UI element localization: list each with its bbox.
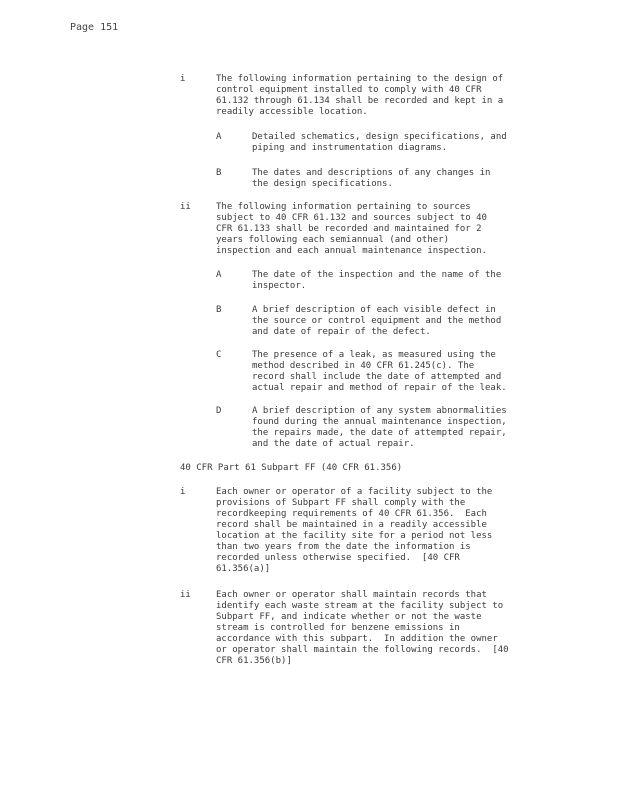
item-marker: ii bbox=[180, 202, 191, 212]
paragraph bbox=[252, 305, 501, 338]
paragraph bbox=[252, 350, 507, 394]
paragraph-line: provisions of Subpart FF shall comply with the bbox=[216, 498, 466, 508]
paragraph-line: CFR 61.356(b)] bbox=[216, 656, 292, 666]
paragraph bbox=[252, 168, 490, 190]
paragraph-line: record shall be maintained in a readily accessible bbox=[216, 520, 487, 530]
paragraph-line: control equipment installed to comply with 40 CFR bbox=[216, 85, 482, 95]
paragraph-line: inspector. bbox=[252, 281, 307, 291]
section-heading bbox=[180, 463, 402, 474]
paragraph-line: the repairs made, the date of attempted repair, bbox=[252, 428, 507, 438]
paragraph-line: the source or control equipment and the method bbox=[252, 316, 502, 326]
paragraph-line: readily accessible location. bbox=[216, 107, 368, 117]
paragraph bbox=[216, 590, 509, 667]
item-marker: B bbox=[216, 305, 222, 315]
paragraph bbox=[252, 406, 507, 450]
paragraph-line: 61.132 through 61.134 shall be recorded and kept in a bbox=[216, 96, 504, 106]
paragraph-line: years following each semiannual (and other) bbox=[216, 235, 449, 245]
paragraph-line: piping and instrumentation diagrams. bbox=[252, 143, 448, 153]
paragraph-line: than two years from the date the information is bbox=[216, 542, 471, 552]
item-marker: B bbox=[216, 168, 222, 178]
paragraph-line: and the date of actual repair. bbox=[252, 439, 415, 449]
paragraph bbox=[252, 270, 501, 292]
paragraph-line: found during the annual maintenance inspection, bbox=[252, 417, 507, 427]
paragraph-line: The following information pertaining to sources bbox=[216, 202, 471, 212]
paragraph-line: stream is controlled for benzene emissions in bbox=[216, 623, 460, 633]
paragraph-line: recordkeeping requirements of 40 CFR 61.356. Each bbox=[216, 509, 487, 519]
item-marker: i bbox=[180, 487, 186, 497]
item-marker: A bbox=[216, 132, 222, 142]
paragraph-line: accordance with this subpart. In addition the owner bbox=[216, 634, 498, 644]
item-marker: i bbox=[180, 74, 186, 84]
paragraph-line: A brief description of each visible defect in bbox=[252, 305, 496, 315]
page-number: Page 151 bbox=[70, 22, 119, 33]
paragraph bbox=[216, 487, 492, 575]
paragraph-line: CFR 61.133 shall be recorded and maintained for 2 bbox=[216, 224, 482, 234]
paragraph-line: The date of the inspection and the name of the bbox=[252, 270, 502, 280]
paragraph-line: method described in 40 CFR 61.245(c). The bbox=[252, 361, 475, 371]
item-marker: ii bbox=[180, 590, 191, 600]
paragraph-line: and date of repair of the defect. bbox=[252, 327, 431, 337]
paragraph-line: Each owner or operator shall maintain records that bbox=[216, 590, 487, 600]
paragraph-line: the design specifications. bbox=[252, 179, 393, 189]
paragraph-line: subject to 40 CFR 61.132 and sources subject to 40 bbox=[216, 213, 487, 223]
paragraph-line: inspection and each annual maintenance inspection. bbox=[216, 246, 487, 256]
paragraph-line: recorded unless otherwise specified. [40 CFR bbox=[216, 553, 460, 563]
paragraph-line: The dates and descriptions of any changes in bbox=[252, 168, 491, 178]
paragraph bbox=[252, 132, 507, 154]
paragraph-line: location at the facility site for a period not less bbox=[216, 531, 493, 541]
item-marker: D bbox=[216, 406, 222, 416]
paragraph-line: The following information pertaining to the design of bbox=[216, 74, 504, 84]
item-marker: A bbox=[216, 270, 222, 280]
paragraph-line: actual repair and method of repair of the leak. bbox=[252, 383, 507, 393]
paragraph-line: identify each waste stream at the facility subject to bbox=[216, 601, 504, 611]
paragraph-line: The presence of a leak, as measured using the bbox=[252, 350, 496, 360]
paragraph-line: 61.356(a)] bbox=[216, 564, 271, 574]
paragraph-line: A brief description of any system abnormalities bbox=[252, 406, 507, 416]
paragraph-line: record shall include the date of attempted and bbox=[252, 372, 502, 382]
paragraph bbox=[216, 202, 487, 257]
paragraph-line: Each owner or operator of a facility subject to the bbox=[216, 487, 493, 497]
paragraph bbox=[216, 74, 503, 118]
item-marker: C bbox=[216, 350, 222, 360]
paragraph-line: Detailed schematics, design specifications, and bbox=[252, 132, 507, 142]
paragraph-line: or operator shall maintain the following records. [40 bbox=[216, 645, 509, 655]
paragraph-line: Subpart FF, and indicate whether or not the waste bbox=[216, 612, 482, 622]
section-heading-text: 40 CFR Part 61 Subpart FF (40 CFR 61.356) bbox=[180, 463, 403, 473]
